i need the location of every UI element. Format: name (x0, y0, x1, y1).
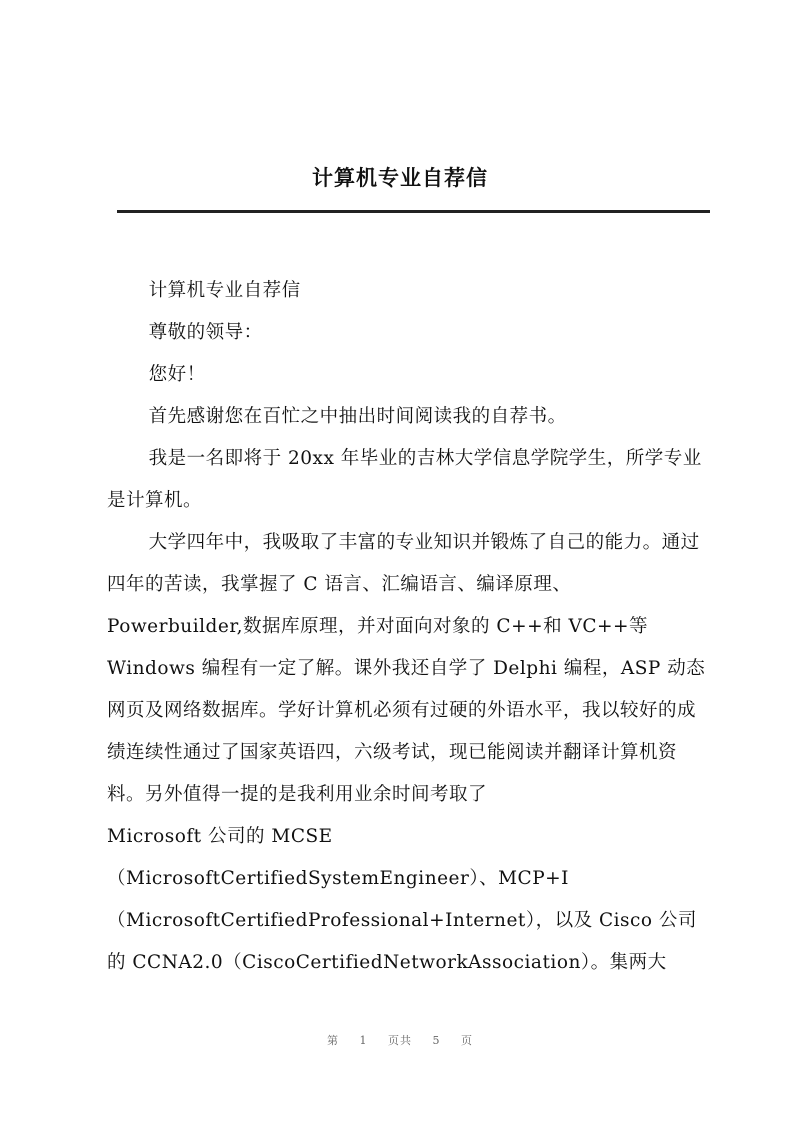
footer-suffix: 页 (461, 1034, 473, 1047)
letter-heading: 计算机专业自荐信 (148, 280, 301, 301)
continuation-line: Microsoft 公司的 MCSE (107, 826, 333, 847)
footer-total-pages: 5 (432, 1034, 441, 1047)
page-footer (0, 1032, 800, 1048)
document-title: 计算机专业自荐信 (312, 166, 488, 190)
letter-body (107, 270, 707, 984)
footer-page-number: 1 (359, 1034, 368, 1047)
title-divider (117, 210, 710, 213)
footer-prefix: 第 (327, 1034, 339, 1047)
paragraph-intro: 我是一名即将于 20xx 年毕业的吉林大学信息学院学生，所学专业是计算机。 (107, 448, 702, 511)
continuation-line: （MicrosoftCertifiedSystemEngineer）、MCP+I (107, 868, 569, 889)
greeting: 您好！ (148, 364, 206, 385)
footer-middle: 页共 (388, 1034, 412, 1047)
salutation: 尊敬的领导： (148, 322, 263, 343)
continuation-line: （MicrosoftCertifiedProfessional+Internet），以及 Cisco 公司的 CCNA2.0（CiscoCertifiedNetworkAssociation）。集两大 (107, 910, 697, 973)
paragraph-thanks: 首先感谢您在百忙之中抽出时间阅读我的自荐书。 (148, 406, 567, 427)
paragraph-skills: 大学四年中，我吸取了丰富的专业知识并锻炼了自己的能力。通过四年的苦读，我掌握了 C 语言、汇编语言、编译原理、Powerbuilder,数据库原理，并对面向对象的 C++和 VC++等 Windows 编程有一定了解。课外我还自学了 Delphi 编程，ASP 动态网页及网络数据库。学好计算机必须有过硬的外语水平，我以较好的成绩连续性通过了国家英语四，六级考试，现已能阅读并翻译计算机资料。另外值得一提的是我利用业余时间考取了 (107, 532, 706, 805)
